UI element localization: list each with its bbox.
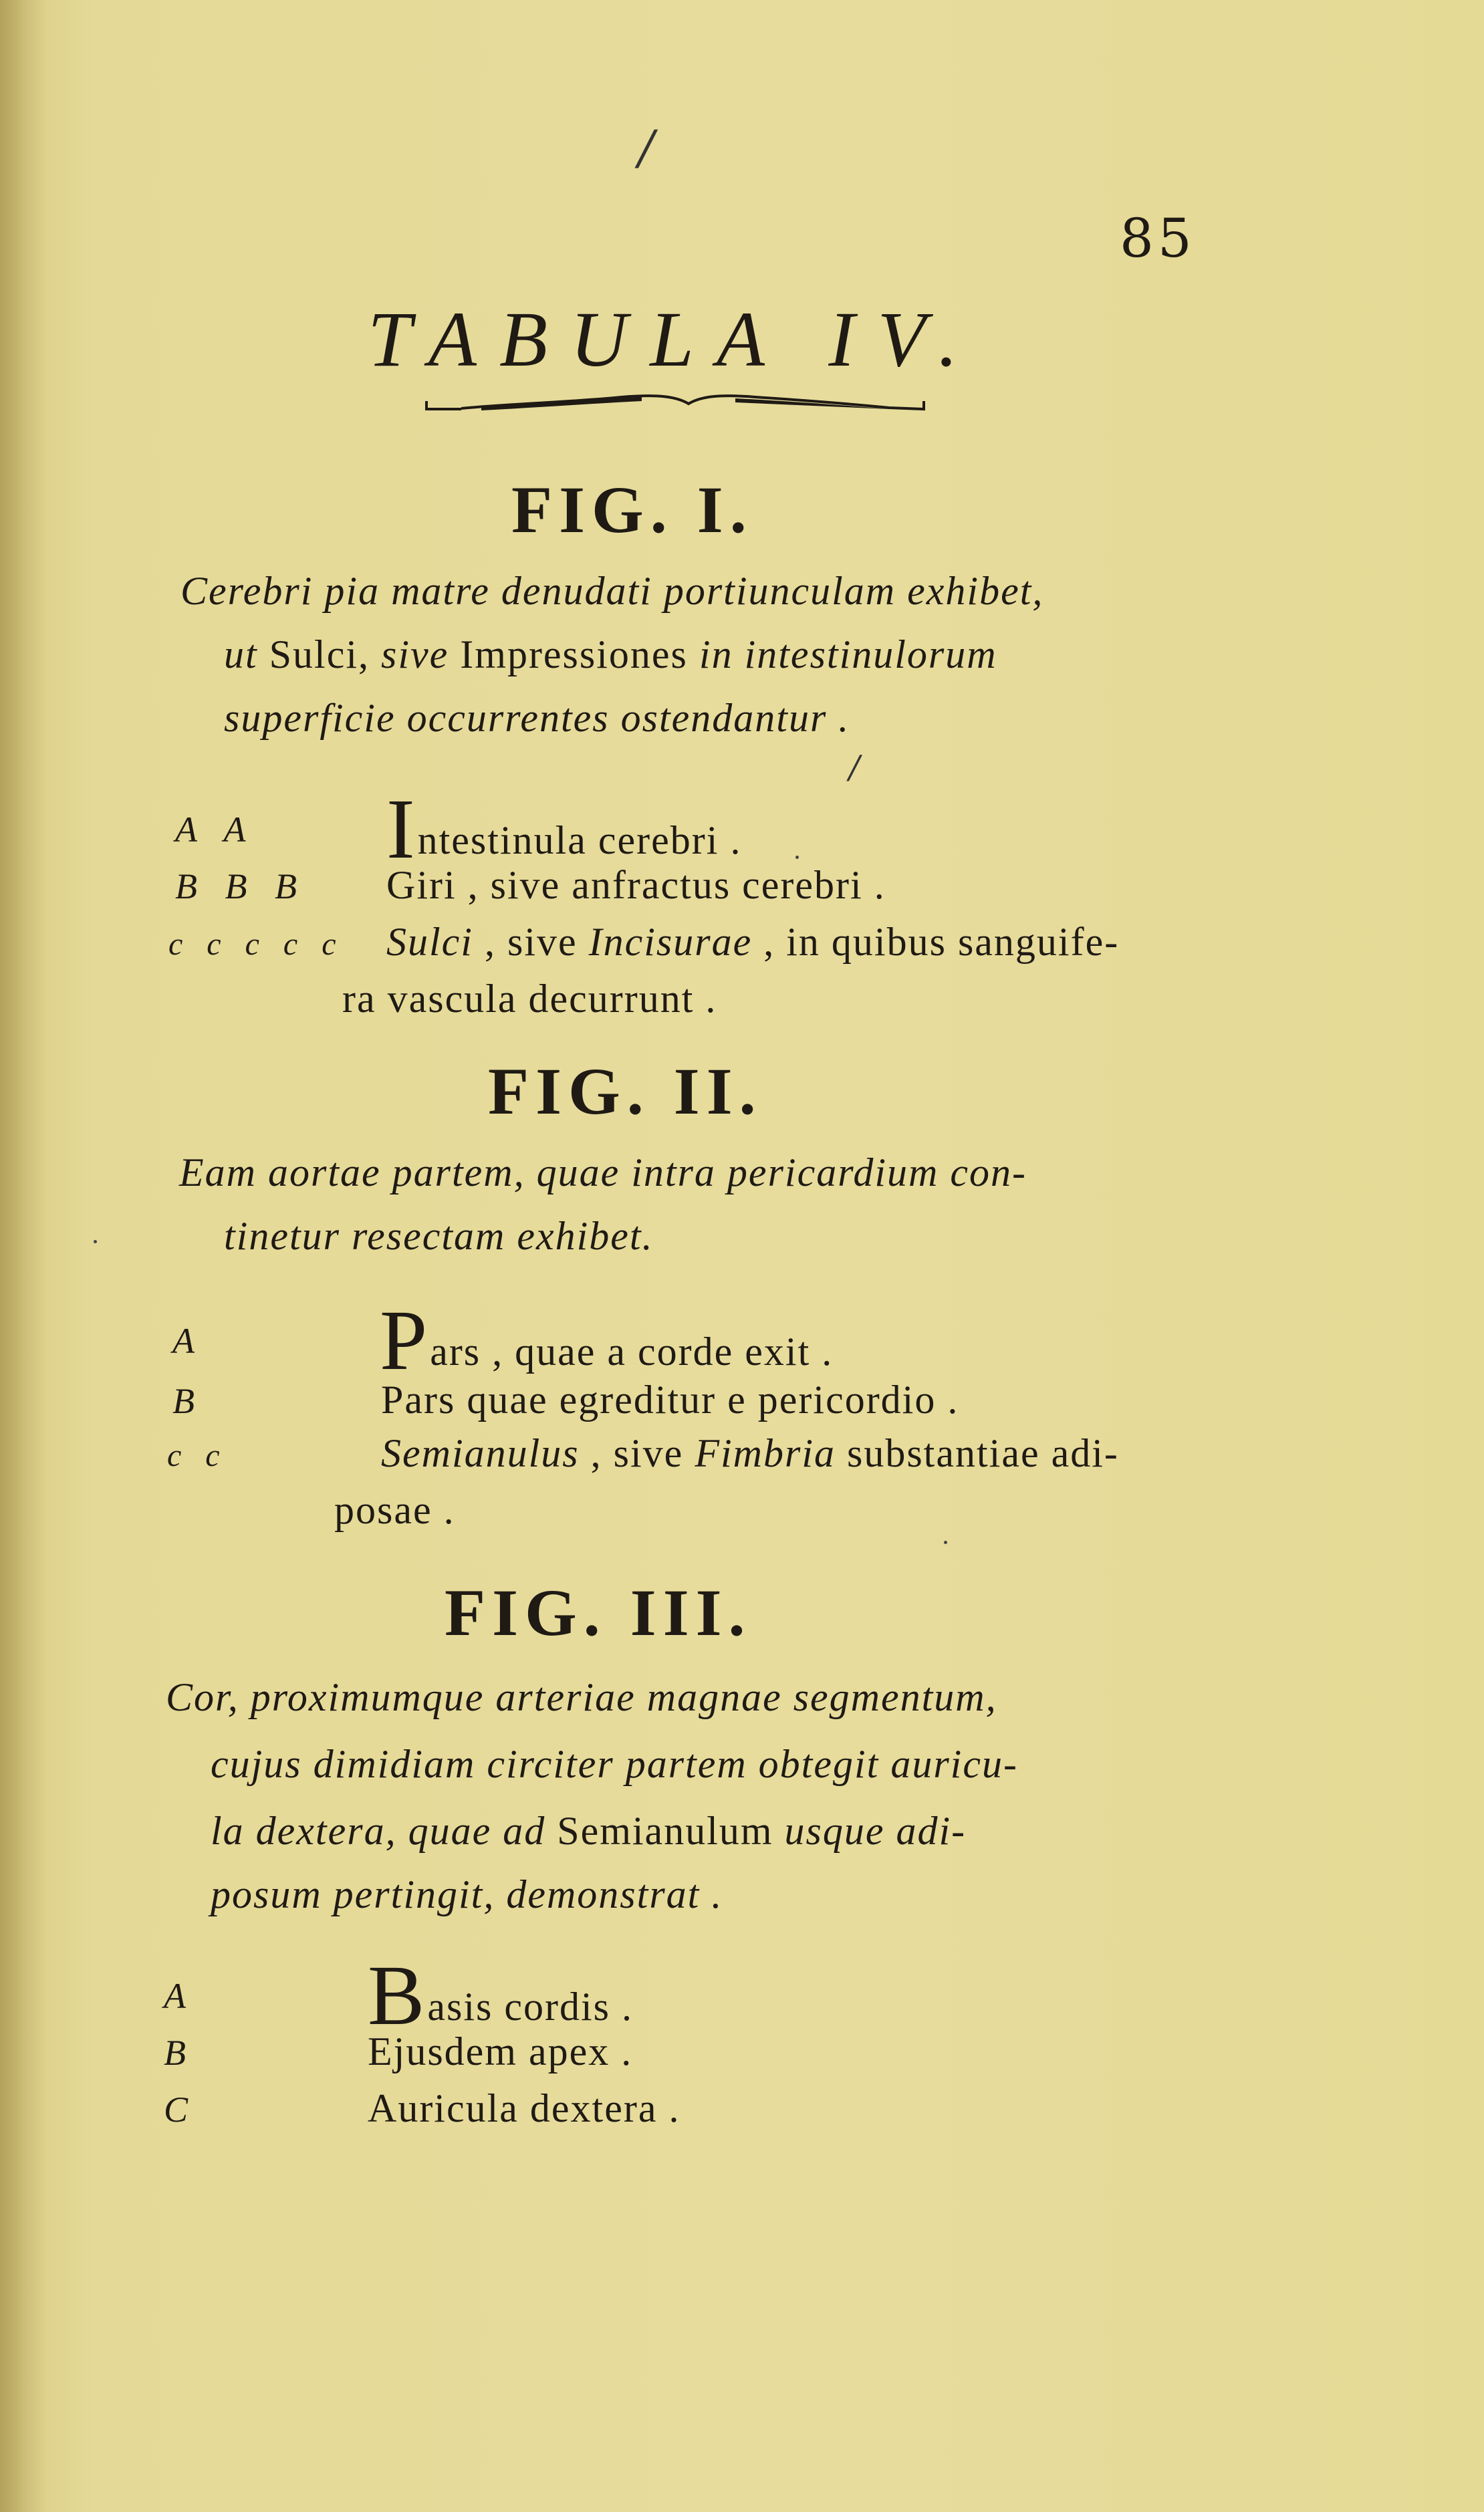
- fig-1-item-3: Sulci , sive Incisurae , in quibus sanguife-: [386, 920, 1120, 964]
- fig-3-caption-line-4: posum pertingit, demonstrat .: [211, 1872, 723, 1916]
- page-edge-shadow: [0, 0, 47, 2512]
- ornament-rule: [421, 388, 929, 421]
- speck: [795, 856, 799, 859]
- fig-3-caption-line-2: cujus dimidiam circiter partem obtegit auricu-: [211, 1742, 1018, 1786]
- fig-1-caption-line-3: superficie occurrentes ostendantur .: [224, 696, 850, 740]
- fig-3-key-c: C: [164, 2090, 198, 2130]
- fig-2-item-2: Pars quae egreditur e pericordio .: [381, 1378, 959, 1422]
- speck: [94, 1240, 97, 1243]
- fig-2-item-1: Pars , quae a corde exit .: [380, 1293, 834, 1388]
- fig-1-key-aa: A A: [175, 809, 255, 850]
- stray-mark: /: [638, 120, 654, 175]
- fig-2-item-3: Semianulus , sive Fimbria substantiae adi-: [381, 1431, 1119, 1475]
- fig-3-heading: FIG. III.: [445, 1576, 752, 1650]
- fig-3-item-3: Auricula dextera .: [368, 2086, 681, 2130]
- speck: [944, 1541, 947, 1544]
- fig-1-item-2: Giri , sive anfractus cerebri .: [386, 863, 886, 907]
- page-number: 85: [1120, 207, 1196, 269]
- fig-1-caption-line-1: Cerebri pia matre denudati portiunculam exhibet,: [180, 569, 1044, 613]
- fig-3-item-1: Basis cordis .: [368, 1948, 634, 2043]
- fig-1-item-3-cont: ra vascula decurrunt .: [342, 977, 717, 1021]
- fig-1-heading: FIG. I.: [511, 473, 753, 547]
- fig-3-item-2: Ejusdem apex .: [368, 2029, 633, 2074]
- plate-title: TABULA IV.: [368, 295, 981, 383]
- fig-3-key-a: A: [164, 1976, 195, 2016]
- fig-3-caption-line-3: la dextera, quae ad Semianulum usque adi-: [211, 1809, 967, 1853]
- stray-mark-2: /: [849, 749, 860, 786]
- fig-2-caption-line-1: Eam aortae partem, quae intra pericardium con-: [179, 1150, 1027, 1195]
- fig-2-item-3-cont: posae .: [334, 1488, 455, 1532]
- fig-1-item-1: Intestinula cerebri .: [386, 781, 742, 876]
- fig-1-key-ccccc: c c c c c: [168, 926, 344, 962]
- fig-1-key-bbb: B B B: [175, 866, 306, 906]
- fig-2-heading: FIG. II.: [488, 1054, 763, 1128]
- fig-2-key-b: B: [172, 1381, 204, 1421]
- fig-1-caption-line-2: ut Sulci, sive Impressiones in intestinulorum: [224, 632, 997, 676]
- fig-3-key-b: B: [164, 2033, 195, 2073]
- fig-2-key-cc: c c: [167, 1438, 228, 1473]
- fig-2-caption-line-2: tinetur resectam exhibet.: [224, 1214, 654, 1258]
- fig-2-key-a: A: [172, 1321, 204, 1361]
- fig-3-caption-line-1: Cor, proximumque arteriae magnae segmentum,: [166, 1675, 997, 1719]
